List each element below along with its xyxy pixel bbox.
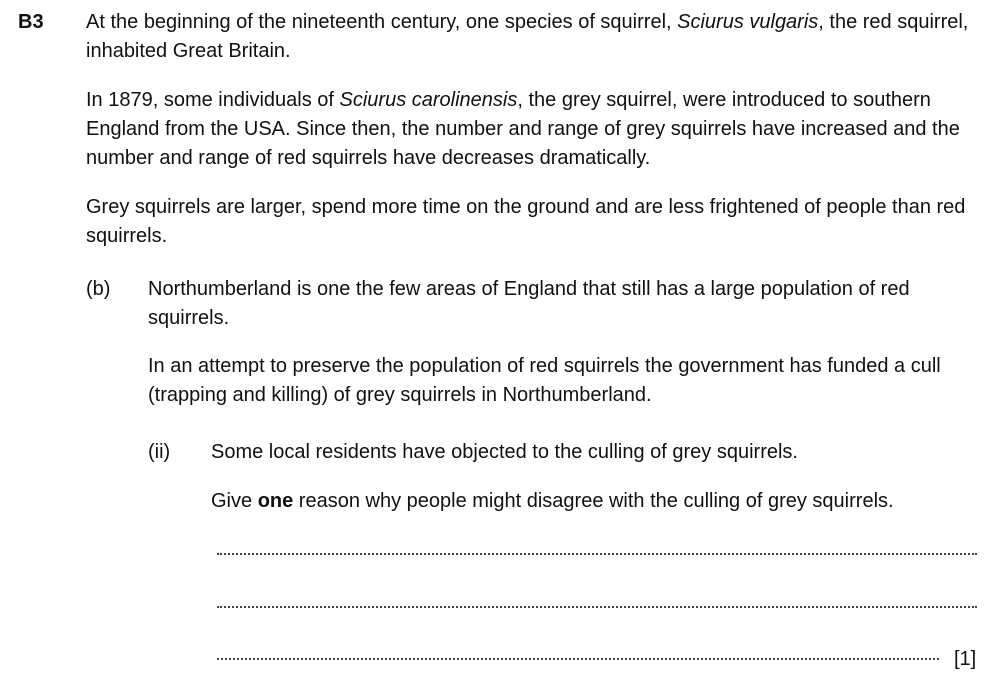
part-ii-instruction xyxy=(211,487,981,516)
intro-p1-after: , the red squirrel, inhabited Great Britain. xyxy=(86,11,969,62)
intro-paragraph-3: Grey squirrels are larger, spend more time on the ground and are less frightened of people than red squirrels. xyxy=(86,196,966,247)
intro-paragraph-2 xyxy=(86,86,986,173)
part-b-paragraph-1: Northumberland is one the few areas of England that still has a large population of red squirrels. xyxy=(148,278,910,329)
part-ii-paragraph-1: Some local residents have objected to the culling of grey squirrels. xyxy=(211,441,798,463)
instruction-emphasis: one xyxy=(257,490,294,512)
answer-line-2[interactable] xyxy=(217,604,977,608)
intro-paragraph-1 xyxy=(86,8,986,66)
answer-line-3[interactable] xyxy=(217,656,939,660)
part-b-label: (b) xyxy=(86,278,111,300)
intro-p1-before: At the beginning of the nineteenth century, one species of squirrel, xyxy=(86,11,678,33)
marks-allocation: [1] xyxy=(954,648,977,670)
question-number: B3 xyxy=(18,11,44,33)
species-name-grey: Sciurus carolinensis xyxy=(339,89,518,111)
part-ii-label: (ii) xyxy=(148,441,171,463)
instruction-before: Give xyxy=(211,490,258,512)
part-b-paragraph-2: In an attempt to preserve the population of red squirrels the government has funded a cull (trapping and killing) of grey squirrels in Northumberland. xyxy=(148,355,941,406)
intro-p2-before: In 1879, some individuals of xyxy=(86,89,340,111)
instruction-after: reason why people might disagree with the culling of grey squirrels. xyxy=(293,490,894,512)
intro-p2-after: , the grey squirrel, were introduced to southern England from the USA. Since then, the number and range of grey squirrels have increased and the number and range of red squirrels have decreases dramatically. xyxy=(86,89,960,169)
answer-line-1[interactable] xyxy=(217,551,977,555)
species-name-red: Sciurus vulgaris xyxy=(677,11,819,33)
